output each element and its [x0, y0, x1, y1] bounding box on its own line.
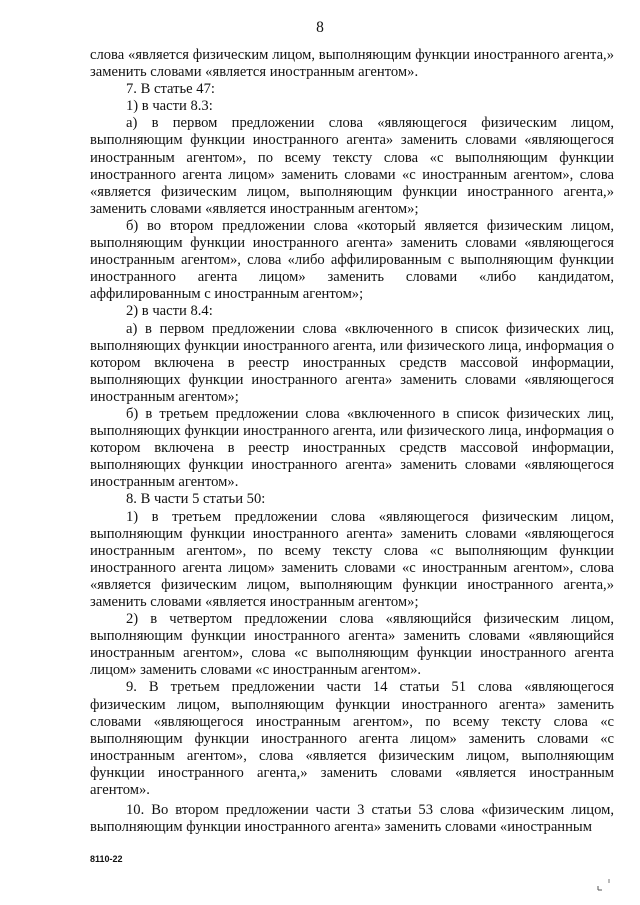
paragraph-item-8-2: 2) в четвертом предложении слова «являющийся физическим лицом, выполняющим функции иностранного агента» заменить словами «являющийся иностранным агентом», слова «с выполняющим функции иностранного агента лицом» заменить словами «с иностранным агентом». [90, 611, 614, 679]
paragraph-item-8-1: 1) в третьем предложении слова «являющегося физическим лицом, выполняющим функции иностранного агента» заменить словами «являющегося иностранным агентом», по всему тексту слова «с выполняющим функции иностранного агента лицом» заменить словами «с иностранным агентом», слова «является физическим лицом, выполняющим функции иностранного агента,» заменить словами «является иностранным агентом»; [90, 508, 614, 610]
scan-edge-mark [597, 877, 611, 891]
paragraph-item-7-1-a: а) в первом предложении слова «являющегося физическим лицом, выполняющим функции иностранного агента» заменить словами «являющегося иностранным агентом», по всему тексту слова «с выполняющим функции иностранного агента лицом» заменить словами «с иностранным агентом», слова «является физическим лицом, выполняющим функции иностранного агента,» заменить словами «является иностранным агентом»; [90, 115, 614, 217]
paragraph-item-9: 9. В третьем предложении части 14 статьи 51 слова «являющегося физическим лицом, выполняющим функции иностранного агента» заменить словами «являющегося иностранным агентом», по всему тексту слова «с выполняющим функции иностранного агента лицом» заменить словами «с иностранным агентом», слова «является физическим лицом, выполняющим функции иностранного агента,» заменить словами «является иностранным агентом». [90, 679, 614, 799]
paragraph-item-7-2-b: б) в третьем предложении слова «включенного в список физических лиц, выполняющих функции иностранного агента, или физического лица, информация о котором включена в реестр иностранных средств массовой информации, выполняющих функции иностранного агента» заменить словами «являющегося иностранным агентом». [90, 405, 614, 491]
paragraph-item-7-2-a: а) в первом предложении слова «включенного в список физических лиц, выполняющих функции иностранного агента, или физического лица, информация о котором включена в реестр иностранных средств массовой информации, выполняющих функции иностранного агента» заменить словами «являющегося иностранным агентом»; [90, 320, 614, 405]
paragraph-item-7-1: 1) в части 8.3: [126, 98, 213, 115]
document-code: 8110-22 [90, 854, 123, 864]
page-number: 8 [316, 19, 324, 36]
document-body [90, 47, 614, 836]
paragraph-item-7-2: 2) в части 8.4: [126, 303, 213, 320]
paragraph-item-8: 8. В части 5 статьи 50: [126, 491, 266, 508]
paragraph-item-7-1-b: б) во втором предложении слова «который является физическим лицом, выполняющим функции иностранного агента» заменить словами «являющегося иностранным агентом», слова «либо аффилированным с выполняющим функции иностранного агента лицом» заменить словами «либо кандидатом, аффилированным с иностранным агентом»; [90, 217, 614, 303]
paragraph-continuation: слова «является физическим лицом, выполняющим функции иностранного агента,» заменить словами «является иностранным агентом». [90, 47, 614, 81]
paragraph-item-10: 10. Во втором предложении части 3 статьи 53 слова «физическим лицом, выполняющим функции иностранного агента» заменить словами «иностранным [90, 802, 614, 836]
paragraph-item-7: 7. В статье 47: [126, 81, 215, 98]
